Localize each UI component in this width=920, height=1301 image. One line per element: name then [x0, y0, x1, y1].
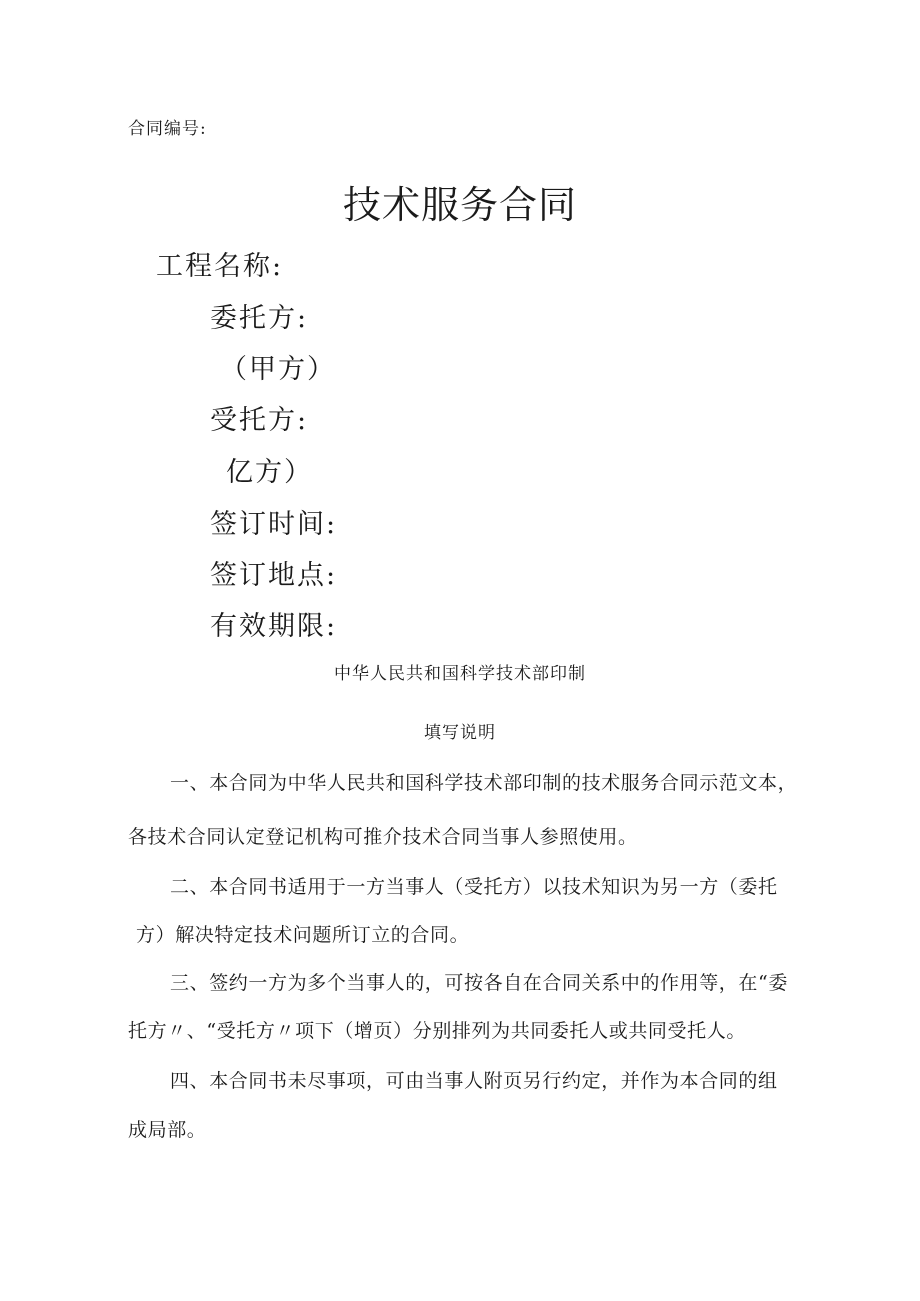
- instruction-line-4: 方）解决特定技术问题所订立的合同。: [136, 924, 470, 946]
- contractor-note: 亿方）: [226, 457, 313, 488]
- contractor-field: 受托方:: [210, 405, 309, 436]
- instruction-line-1: 一、本合同为中华人民共和国科学技术部印制的技术服务合同示范文本，: [170, 772, 798, 794]
- client-note: （甲方）: [220, 354, 336, 385]
- instructions-title: 填写说明: [424, 723, 496, 743]
- project-name-field: 工程名称:: [156, 251, 284, 282]
- instruction-line-7: 四、本合同书未尽事项，可由当事人附页另行约定，并作为本合同的组: [170, 1070, 778, 1092]
- instruction-line-3: 二、本合同书适用于一方当事人（受托方）以技术知识为另一方（委托: [170, 876, 778, 898]
- publisher-line: 中华人民共和国科学技术部印制: [334, 664, 586, 684]
- validity-field: 有效期限:: [210, 611, 338, 642]
- contract-number-label: 合同编号:: [128, 119, 207, 139]
- signing-place-field: 签订地点:: [210, 560, 338, 591]
- instruction-line-8: 成局部。: [128, 1119, 207, 1141]
- instruction-line-2: 各技术合同认定登记机构可推介技术合同当事人参照使用。: [128, 826, 638, 848]
- client-field: 委托方:: [210, 303, 309, 334]
- instruction-line-5: 三、签约一方为多个当事人的，可按各自在合同关系中的作用等，在“委: [170, 972, 788, 994]
- instruction-line-6: 托方〃、“受托方〃项下（增页）分别排列为共同委托人或共同受托人。: [128, 1020, 746, 1042]
- signing-time-field: 签订时间:: [210, 509, 338, 540]
- document-title: 技术服务合同: [342, 183, 577, 227]
